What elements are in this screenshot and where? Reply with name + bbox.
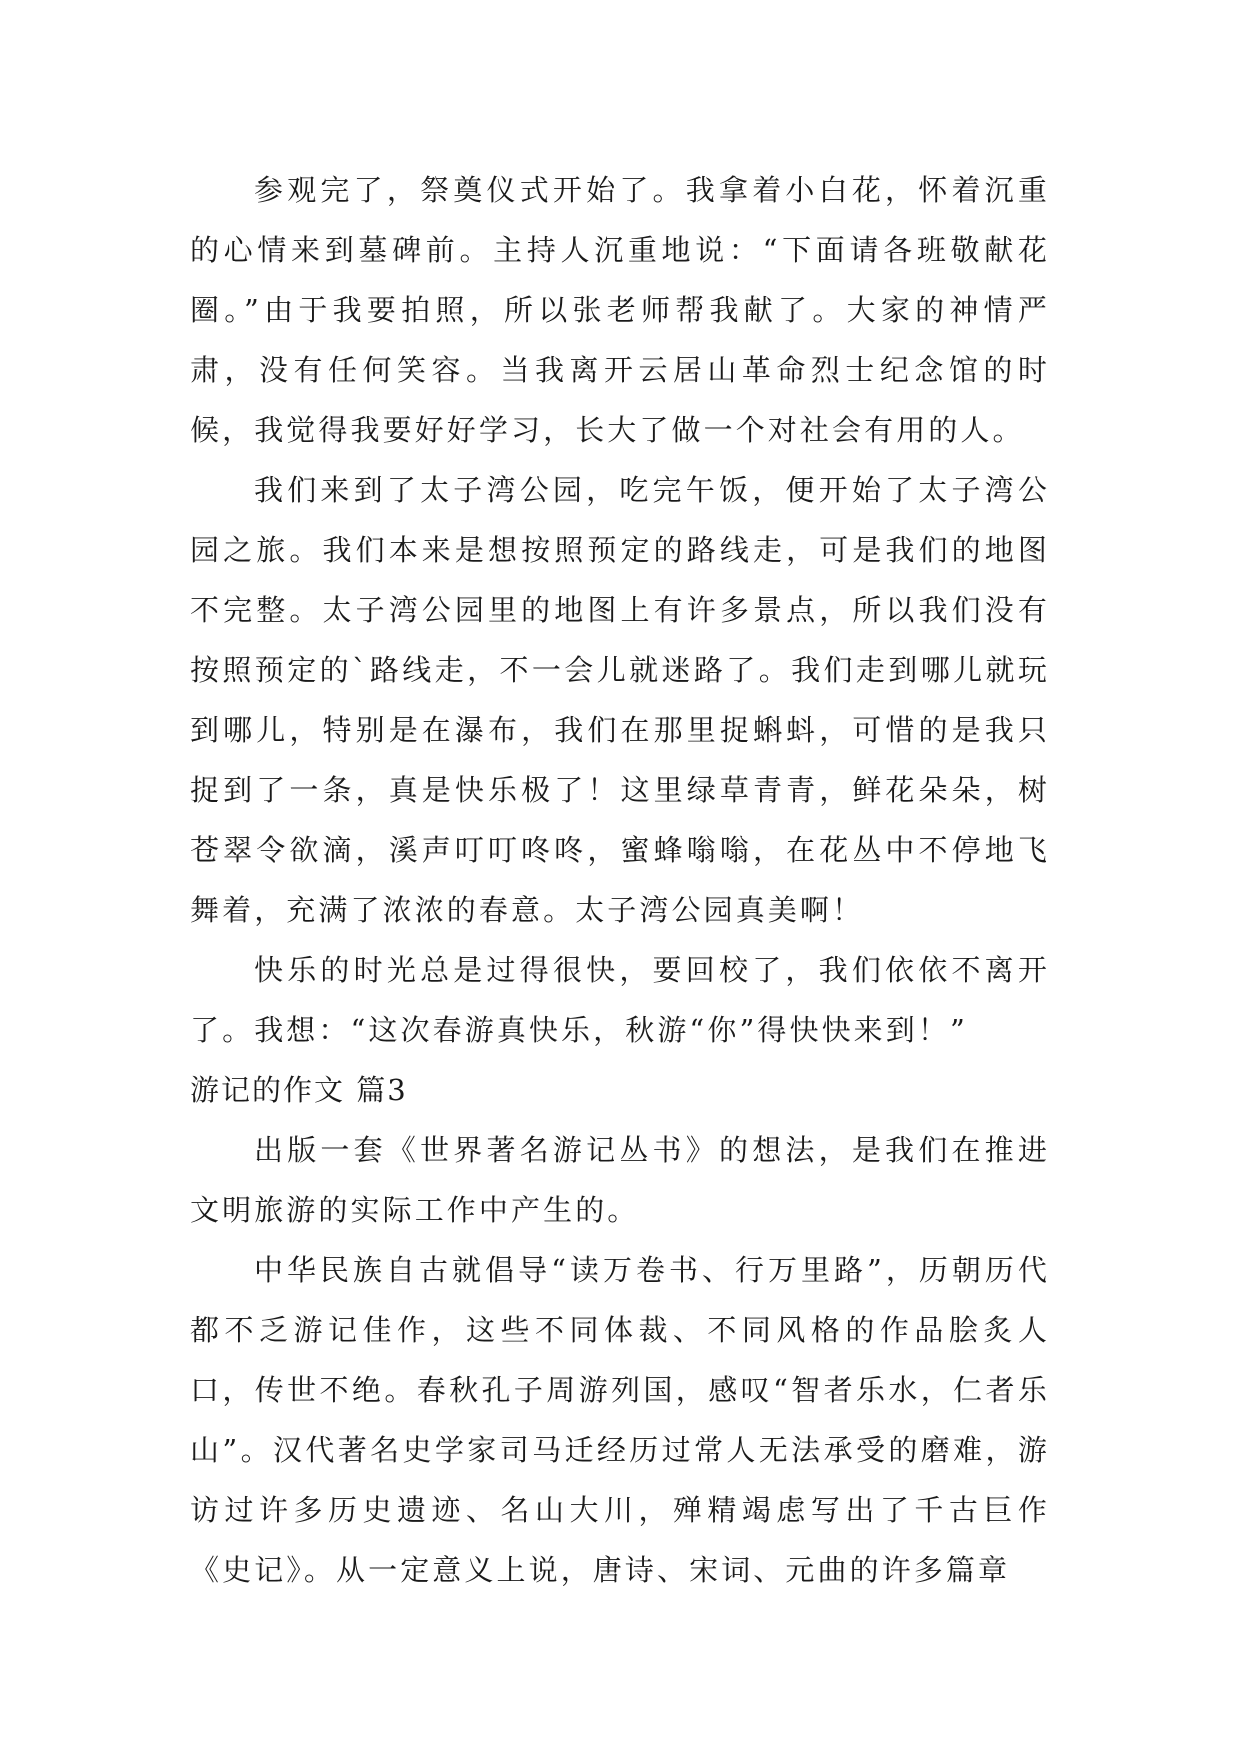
section-heading: 游记的作文 篇3 (190, 1073, 408, 1107)
document-body (190, 160, 1050, 1600)
paragraph-book-series: 出版一套《世界著名游记丛书》的想法，是我们在推进文明旅游的实际工作中产生的。 (190, 1133, 1050, 1227)
paragraph-ceremony: 参观完了，祭奠仪式开始了。我拿着小白花，怀着沉重的心情来到墓碑前。主持人沉重地说：“下面请各班敬献花圈。”由于我要拍照，所以张老师帮我献了。大家的神情严肃，没有任何笑容。当我离开云居山革命烈士纪念馆的时候，我觉得我要好好学习，长大了做一个对社会有用的人。 (190, 173, 1050, 447)
paragraph-return-school: 快乐的时光总是过得很快，要回校了，我们依依不离开了。我想：“这次春游真快乐，秋游“你”得快快来到！” (190, 953, 1050, 1047)
paragraph-taiziwan-park: 我们来到了太子湾公园，吃完午饭，便开始了太子湾公园之旅。我们本来是想按照预定的路线走，可是我们的地图不完整。太子湾公园里的地图上有许多景点，所以我们没有按照预定的`路线走，不一会儿就迷路了。我们走到哪儿就玩到哪儿，特别是在瀑布，我们在那里捉蝌蚪，可惜的是我只捉到了一条，真是快乐极了！这里绿草青青，鲜花朵朵，树苍翠令欲滴，溪声叮叮咚咚，蜜蜂嗡嗡，在花丛中不停地飞舞着，充满了浓浓的春意。太子湾公园真美啊！ (190, 473, 1050, 927)
paragraph-travel-tradition: 中华民族自古就倡导“读万卷书、行万里路”，历朝历代都不乏游记佳作，这些不同体裁、不同风格的作品脍炙人口，传世不绝。春秋孔子周游列国，感叹“智者乐水，仁者乐山”。汉代著名史学家司马迁经历过常人无法承受的磨难，游访过许多历史遗迹、名山大川，殚精竭虑写出了千古巨作《史记》。从一定意义上说，唐诗、宋词、元曲的许多篇章 (190, 1253, 1050, 1587)
